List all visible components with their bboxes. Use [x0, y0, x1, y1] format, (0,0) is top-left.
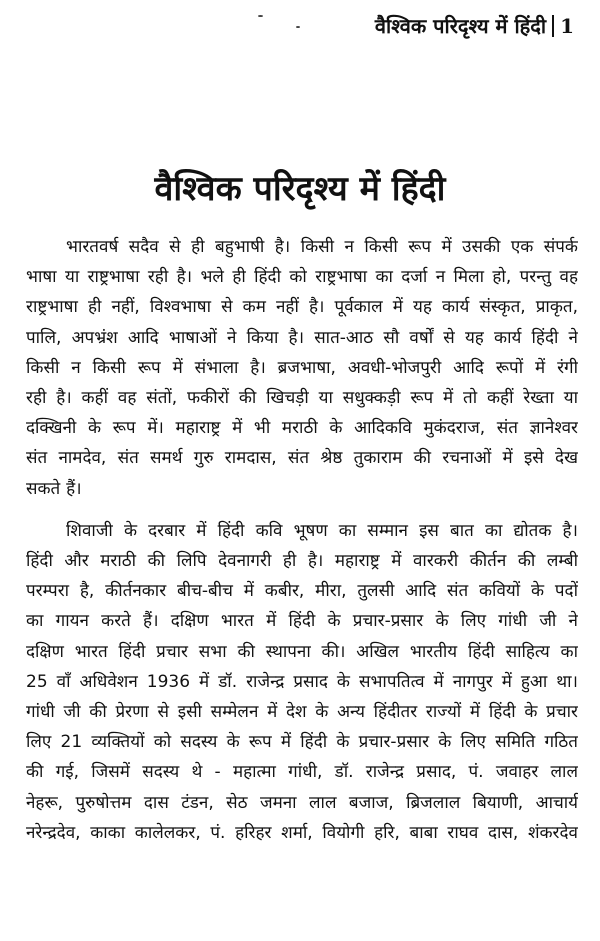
- paragraph-gap: [26, 504, 578, 516]
- text-line: भारतवर्ष सदैव से ही बहुभाषी है। किसी न किसी रूप में उसकी एक संपर्क: [66, 237, 578, 257]
- text-line: दक्षिण भारत हिंदी प्रचार सभा की स्थापना की। अखिल भारतीय हिंदी साहित्य का: [26, 641, 578, 662]
- text-line: की गई, जिसमें सदस्य थे - महात्मा गांधी, डॉ. राजेन्द्र प्रसाद, पं. जवाहर लाल: [26, 762, 578, 783]
- text-line: राष्ट्रभाषा ही नहीं, विश्वभाषा से कम नहीं है। पूर्वकाल में यह कार्य संस्कृत, प्राकृत,: [26, 297, 578, 318]
- text-line: नरेन्द्रदेव, काका कालेलकर, पं. हरिहर शर्मा, वियोगी हरि, बाबा राघव दास, शंकरदेव: [26, 822, 578, 843]
- text-line: किसी न किसी रूप में संभाला है। ब्रजभाषा, अवधी-भोजपुरी आदि रूपों में रंगी: [26, 357, 578, 378]
- body-text: [26, 232, 578, 848]
- text-line: का गायन करते हैं। दक्षिण भारत में हिंदी के प्रचार-प्रसार के लिए गांधी जी ने: [26, 611, 578, 632]
- text-line: दक्खिनी के रूप में। महाराष्ट्र में भी मराठी के आदिकवि मुकंदराज, संत ज्ञानेश्वर: [26, 418, 578, 439]
- print-speck: [296, 26, 300, 28]
- paragraph: [26, 516, 578, 848]
- page-number: 1: [560, 14, 574, 38]
- print-speck: [258, 15, 263, 17]
- text-line: सकते हैं।: [26, 478, 82, 499]
- text-line: नेहरू, पुरुषोत्तम दास टंडन, सेठ जमना लाल बजाज, ब्रिजलाल बियाणी, आचार्य: [26, 792, 578, 813]
- text-line: भाषा या राष्ट्रभाषा रही है। भले ही हिंदी को राष्ट्रभाषा का दर्जा न मिला हो, परन्तु वह: [26, 267, 578, 288]
- text-line: रही है। कहीं वह संतों, फकीरों की खिचड़ी या सधुक्कड़ी रूप में तो कहीं रेख्ता या: [26, 388, 578, 409]
- text-line: पालि, अपभ्रंश आदि भाषाओं ने किया है। सात-आठ सौ वर्षों से यह कार्य हिंदी ने: [26, 327, 578, 348]
- running-header: [375, 12, 574, 40]
- text-line: हिंदी और मराठी की लिपि देवनागरी ही है। महाराष्ट्र में वारकरी कीर्तन की लम्बी: [26, 551, 578, 572]
- text-line: परम्परा है, कीर्तनकार बीच-बीच में कबीर, मीरा, तुलसी आदि संत कवियों के पदों: [26, 581, 578, 602]
- header-separator: [552, 15, 554, 37]
- text-line: शिवाजी के दरबार में हिंदी कवि भूषण का सम्मान इस बात का द्योतक है।: [66, 520, 578, 541]
- chapter-title: वैश्विक परिदृश्य में हिंदी: [154, 169, 446, 209]
- text-line: गांधी जी की प्रेरणा से इसी सम्मेलन में देश के अन्य हिंदीतर राज्यों में हिंदी के प्रचार: [26, 702, 578, 723]
- text-line: 25 वाँ अधिवेशन 1936 में डॉ. राजेन्द्र प्रसाद के सभापतित्व में नागपुर में हुआ था।: [26, 671, 578, 692]
- running-header-title: वैश्विक परिदृश्य में हिंदी: [374, 14, 547, 38]
- text-line: लिए 21 व्यक्तियों को सदस्य के रूप में हिंदी के प्रचार-प्रसार के लिए समिति गठित: [26, 732, 578, 753]
- paragraph: [26, 232, 578, 504]
- text-line: संत नामदेव, संत समर्थ गुरु रामदास, संत श्रेष्ठ तुकाराम की रचनाओं में इसे देख: [26, 448, 578, 469]
